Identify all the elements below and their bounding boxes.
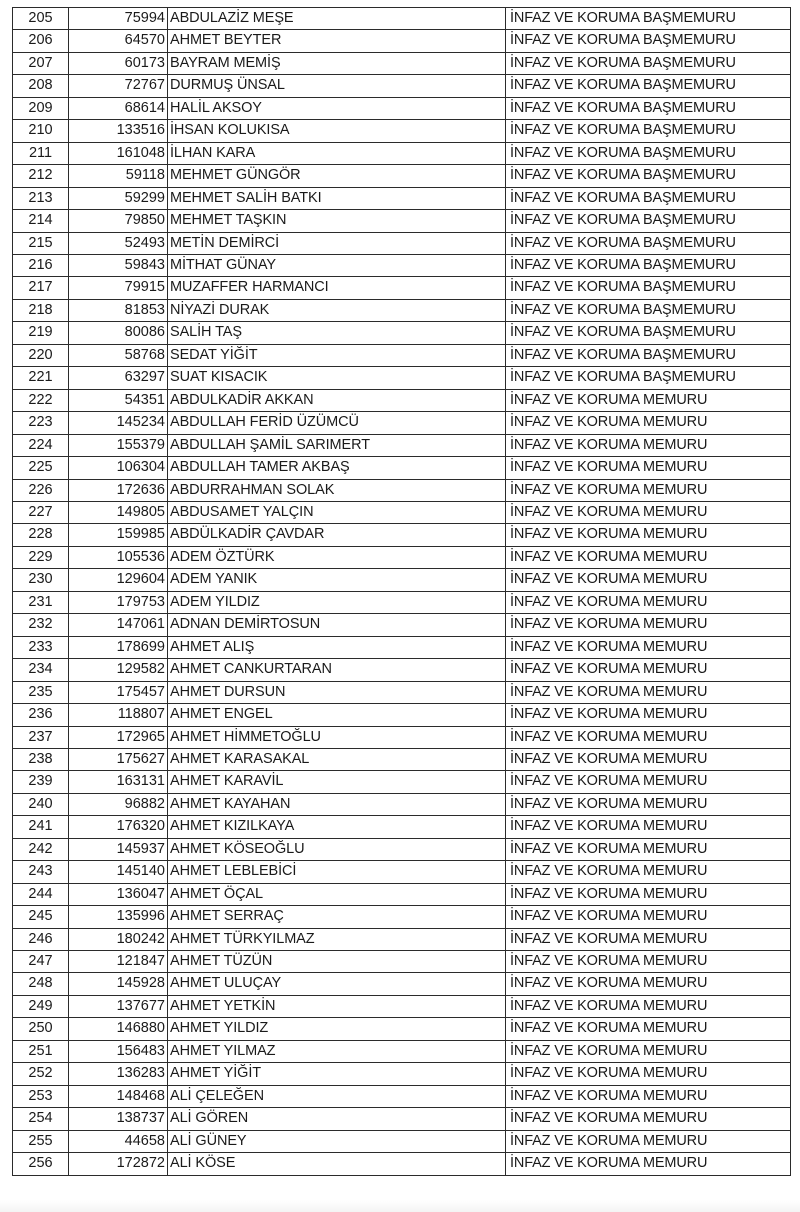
row-number-cell: 253 bbox=[13, 1085, 69, 1107]
table-row bbox=[13, 569, 791, 591]
registry-number-cell: 175627 bbox=[69, 748, 168, 770]
table-row bbox=[13, 367, 791, 389]
full-name-cell: MUZAFFER HARMANCI bbox=[168, 277, 506, 299]
row-number-cell: 228 bbox=[13, 524, 69, 546]
row-number-cell: 240 bbox=[13, 793, 69, 815]
row-number-cell: 220 bbox=[13, 344, 69, 366]
table-row bbox=[13, 591, 791, 613]
row-number-cell: 222 bbox=[13, 389, 69, 411]
job-title-cell: İNFAZ VE KORUMA BAŞMEMURU bbox=[506, 142, 791, 164]
full-name-cell: ADNAN DEMİRTOSUN bbox=[168, 614, 506, 636]
table-row bbox=[13, 1108, 791, 1130]
registry-number-cell: 136283 bbox=[69, 1063, 168, 1085]
table-row bbox=[13, 479, 791, 501]
registry-number-cell: 156483 bbox=[69, 1040, 168, 1062]
full-name-cell: ABDULAZİZ MEŞE bbox=[168, 8, 506, 30]
job-title-cell: İNFAZ VE KORUMA MEMURU bbox=[506, 1063, 791, 1085]
registry-number-cell: 72767 bbox=[69, 75, 168, 97]
full-name-cell: SEDAT YİĞİT bbox=[168, 344, 506, 366]
table-row bbox=[13, 771, 791, 793]
table-row bbox=[13, 97, 791, 119]
row-number-cell: 208 bbox=[13, 75, 69, 97]
job-title-cell: İNFAZ VE KORUMA MEMURU bbox=[506, 838, 791, 860]
row-number-cell: 218 bbox=[13, 299, 69, 321]
job-title-cell: İNFAZ VE KORUMA MEMURU bbox=[506, 614, 791, 636]
job-title-cell: İNFAZ VE KORUMA BAŞMEMURU bbox=[506, 120, 791, 142]
registry-number-cell: 80086 bbox=[69, 322, 168, 344]
registry-number-cell: 75994 bbox=[69, 8, 168, 30]
job-title-cell: İNFAZ VE KORUMA MEMURU bbox=[506, 659, 791, 681]
table-row bbox=[13, 793, 791, 815]
table-row bbox=[13, 816, 791, 838]
registry-number-cell: 148468 bbox=[69, 1085, 168, 1107]
row-number-cell: 219 bbox=[13, 322, 69, 344]
job-title-cell: İNFAZ VE KORUMA BAŞMEMURU bbox=[506, 52, 791, 74]
row-number-cell: 211 bbox=[13, 142, 69, 164]
row-number-cell: 217 bbox=[13, 277, 69, 299]
row-number-cell: 209 bbox=[13, 97, 69, 119]
job-title-cell: İNFAZ VE KORUMA MEMURU bbox=[506, 816, 791, 838]
job-title-cell: İNFAZ VE KORUMA MEMURU bbox=[506, 726, 791, 748]
full-name-cell: SALİH TAŞ bbox=[168, 322, 506, 344]
registry-number-cell: 133516 bbox=[69, 120, 168, 142]
full-name-cell: ABDULLAH TAMER AKBAŞ bbox=[168, 457, 506, 479]
registry-number-cell: 60173 bbox=[69, 52, 168, 74]
table-row bbox=[13, 861, 791, 883]
table-row bbox=[13, 906, 791, 928]
table-row bbox=[13, 457, 791, 479]
table-row bbox=[13, 8, 791, 30]
job-title-cell: İNFAZ VE KORUMA MEMURU bbox=[506, 771, 791, 793]
job-title-cell: İNFAZ VE KORUMA BAŞMEMURU bbox=[506, 232, 791, 254]
table-row bbox=[13, 1153, 791, 1175]
scan-margin bbox=[0, 1200, 800, 1212]
job-title-cell: İNFAZ VE KORUMA MEMURU bbox=[506, 434, 791, 456]
full-name-cell: AHMET KARAVİL bbox=[168, 771, 506, 793]
full-name-cell: ABDÜLKADİR ÇAVDAR bbox=[168, 524, 506, 546]
registry-number-cell: 58768 bbox=[69, 344, 168, 366]
full-name-cell: ABDUSAMET YALÇIN bbox=[168, 501, 506, 523]
row-number-cell: 241 bbox=[13, 816, 69, 838]
table-row bbox=[13, 951, 791, 973]
registry-number-cell: 105536 bbox=[69, 546, 168, 568]
job-title-cell: İNFAZ VE KORUMA MEMURU bbox=[506, 591, 791, 613]
row-number-cell: 207 bbox=[13, 52, 69, 74]
registry-number-cell: 96882 bbox=[69, 793, 168, 815]
row-number-cell: 210 bbox=[13, 120, 69, 142]
row-number-cell: 212 bbox=[13, 165, 69, 187]
full-name-cell: DURMUŞ ÜNSAL bbox=[168, 75, 506, 97]
row-number-cell: 231 bbox=[13, 591, 69, 613]
table-row bbox=[13, 165, 791, 187]
table-row bbox=[13, 389, 791, 411]
registry-number-cell: 149805 bbox=[69, 501, 168, 523]
registry-number-cell: 129582 bbox=[69, 659, 168, 681]
full-name-cell: İLHAN KARA bbox=[168, 142, 506, 164]
row-number-cell: 239 bbox=[13, 771, 69, 793]
registry-number-cell: 52493 bbox=[69, 232, 168, 254]
table-row bbox=[13, 232, 791, 254]
job-title-cell: İNFAZ VE KORUMA MEMURU bbox=[506, 906, 791, 928]
job-title-cell: İNFAZ VE KORUMA BAŞMEMURU bbox=[506, 8, 791, 30]
registry-number-cell: 138737 bbox=[69, 1108, 168, 1130]
job-title-cell: İNFAZ VE KORUMA MEMURU bbox=[506, 704, 791, 726]
registry-number-cell: 54351 bbox=[69, 389, 168, 411]
table-row bbox=[13, 748, 791, 770]
job-title-cell: İNFAZ VE KORUMA BAŞMEMURU bbox=[506, 254, 791, 276]
row-number-cell: 248 bbox=[13, 973, 69, 995]
row-number-cell: 215 bbox=[13, 232, 69, 254]
registry-number-cell: 64570 bbox=[69, 30, 168, 52]
table-row bbox=[13, 1040, 791, 1062]
table-row bbox=[13, 52, 791, 74]
job-title-cell: İNFAZ VE KORUMA MEMURU bbox=[506, 1040, 791, 1062]
full-name-cell: ADEM YILDIZ bbox=[168, 591, 506, 613]
table-row bbox=[13, 928, 791, 950]
job-title-cell: İNFAZ VE KORUMA MEMURU bbox=[506, 457, 791, 479]
job-title-cell: İNFAZ VE KORUMA BAŞMEMURU bbox=[506, 75, 791, 97]
registry-number-cell: 79850 bbox=[69, 210, 168, 232]
registry-number-cell: 175457 bbox=[69, 681, 168, 703]
table-row bbox=[13, 1018, 791, 1040]
row-number-cell: 232 bbox=[13, 614, 69, 636]
table-row bbox=[13, 1063, 791, 1085]
registry-number-cell: 145140 bbox=[69, 861, 168, 883]
full-name-cell: AHMET DURSUN bbox=[168, 681, 506, 703]
table-row bbox=[13, 30, 791, 52]
job-title-cell: İNFAZ VE KORUMA MEMURU bbox=[506, 389, 791, 411]
registry-number-cell: 180242 bbox=[69, 928, 168, 950]
row-number-cell: 221 bbox=[13, 367, 69, 389]
registry-number-cell: 118807 bbox=[69, 704, 168, 726]
job-title-cell: İNFAZ VE KORUMA MEMURU bbox=[506, 412, 791, 434]
full-name-cell: AHMET TÜZÜN bbox=[168, 951, 506, 973]
job-title-cell: İNFAZ VE KORUMA MEMURU bbox=[506, 1153, 791, 1175]
registry-number-cell: 147061 bbox=[69, 614, 168, 636]
full-name-cell: AHMET KIZILKAYA bbox=[168, 816, 506, 838]
full-name-cell: AHMET CANKURTARAN bbox=[168, 659, 506, 681]
job-title-cell: İNFAZ VE KORUMA MEMURU bbox=[506, 1108, 791, 1130]
registry-number-cell: 63297 bbox=[69, 367, 168, 389]
full-name-cell: AHMET YETKİN bbox=[168, 995, 506, 1017]
full-name-cell: BAYRAM MEMİŞ bbox=[168, 52, 506, 74]
full-name-cell: ALİ GÜNEY bbox=[168, 1130, 506, 1152]
table-row bbox=[13, 636, 791, 658]
registry-number-cell: 137677 bbox=[69, 995, 168, 1017]
job-title-cell: İNFAZ VE KORUMA MEMURU bbox=[506, 973, 791, 995]
full-name-cell: MEHMET SALİH BATKI bbox=[168, 187, 506, 209]
table-row bbox=[13, 1130, 791, 1152]
job-title-cell: İNFAZ VE KORUMA MEMURU bbox=[506, 748, 791, 770]
row-number-cell: 223 bbox=[13, 412, 69, 434]
job-title-cell: İNFAZ VE KORUMA BAŞMEMURU bbox=[506, 210, 791, 232]
registry-number-cell: 178699 bbox=[69, 636, 168, 658]
scanned-roster-page bbox=[12, 7, 791, 1176]
row-number-cell: 249 bbox=[13, 995, 69, 1017]
row-number-cell: 246 bbox=[13, 928, 69, 950]
full-name-cell: ABDULLAH FERİD ÜZÜMCÜ bbox=[168, 412, 506, 434]
full-name-cell: AHMET ENGEL bbox=[168, 704, 506, 726]
table-row bbox=[13, 254, 791, 276]
registry-number-cell: 176320 bbox=[69, 816, 168, 838]
full-name-cell: ALİ GÖREN bbox=[168, 1108, 506, 1130]
table-row bbox=[13, 187, 791, 209]
registry-number-cell: 59843 bbox=[69, 254, 168, 276]
registry-number-cell: 145928 bbox=[69, 973, 168, 995]
table-row bbox=[13, 322, 791, 344]
personnel-table bbox=[12, 7, 791, 1176]
registry-number-cell: 121847 bbox=[69, 951, 168, 973]
job-title-cell: İNFAZ VE KORUMA MEMURU bbox=[506, 1085, 791, 1107]
registry-number-cell: 163131 bbox=[69, 771, 168, 793]
registry-number-cell: 68614 bbox=[69, 97, 168, 119]
registry-number-cell: 146880 bbox=[69, 1018, 168, 1040]
row-number-cell: 255 bbox=[13, 1130, 69, 1152]
row-number-cell: 243 bbox=[13, 861, 69, 883]
row-number-cell: 205 bbox=[13, 8, 69, 30]
table-row bbox=[13, 883, 791, 905]
job-title-cell: İNFAZ VE KORUMA MEMURU bbox=[506, 479, 791, 501]
table-row bbox=[13, 277, 791, 299]
job-title-cell: İNFAZ VE KORUMA MEMURU bbox=[506, 501, 791, 523]
full-name-cell: AHMET KÖSEOĞLU bbox=[168, 838, 506, 860]
table-row bbox=[13, 299, 791, 321]
table-row bbox=[13, 120, 791, 142]
row-number-cell: 216 bbox=[13, 254, 69, 276]
table-row bbox=[13, 973, 791, 995]
registry-number-cell: 159985 bbox=[69, 524, 168, 546]
full-name-cell: ADEM YANIK bbox=[168, 569, 506, 591]
table-row bbox=[13, 434, 791, 456]
table-row bbox=[13, 210, 791, 232]
table-row bbox=[13, 838, 791, 860]
table-row bbox=[13, 142, 791, 164]
full-name-cell: AHMET TÜRKYILMAZ bbox=[168, 928, 506, 950]
row-number-cell: 256 bbox=[13, 1153, 69, 1175]
table-row bbox=[13, 995, 791, 1017]
job-title-cell: İNFAZ VE KORUMA MEMURU bbox=[506, 793, 791, 815]
full-name-cell: ABDULKADİR AKKAN bbox=[168, 389, 506, 411]
row-number-cell: 252 bbox=[13, 1063, 69, 1085]
registry-number-cell: 44658 bbox=[69, 1130, 168, 1152]
row-number-cell: 242 bbox=[13, 838, 69, 860]
full-name-cell: AHMET KARASAKAL bbox=[168, 748, 506, 770]
row-number-cell: 237 bbox=[13, 726, 69, 748]
full-name-cell: AHMET HİMMETOĞLU bbox=[168, 726, 506, 748]
full-name-cell: AHMET LEBLEBİCİ bbox=[168, 861, 506, 883]
full-name-cell: ADEM ÖZTÜRK bbox=[168, 546, 506, 568]
job-title-cell: İNFAZ VE KORUMA MEMURU bbox=[506, 524, 791, 546]
full-name-cell: MİTHAT GÜNAY bbox=[168, 254, 506, 276]
registry-number-cell: 179753 bbox=[69, 591, 168, 613]
full-name-cell: AHMET KAYAHAN bbox=[168, 793, 506, 815]
registry-number-cell: 172965 bbox=[69, 726, 168, 748]
row-number-cell: 236 bbox=[13, 704, 69, 726]
row-number-cell: 229 bbox=[13, 546, 69, 568]
table-row bbox=[13, 704, 791, 726]
full-name-cell: METİN DEMİRCİ bbox=[168, 232, 506, 254]
full-name-cell: MEHMET GÜNGÖR bbox=[168, 165, 506, 187]
row-number-cell: 247 bbox=[13, 951, 69, 973]
registry-number-cell: 129604 bbox=[69, 569, 168, 591]
full-name-cell: AHMET BEYTER bbox=[168, 30, 506, 52]
registry-number-cell: 161048 bbox=[69, 142, 168, 164]
table-row bbox=[13, 726, 791, 748]
registry-number-cell: 155379 bbox=[69, 434, 168, 456]
table-row bbox=[13, 1085, 791, 1107]
job-title-cell: İNFAZ VE KORUMA MEMURU bbox=[506, 1018, 791, 1040]
full-name-cell: SUAT KISACIK bbox=[168, 367, 506, 389]
job-title-cell: İNFAZ VE KORUMA BAŞMEMURU bbox=[506, 299, 791, 321]
job-title-cell: İNFAZ VE KORUMA MEMURU bbox=[506, 681, 791, 703]
registry-number-cell: 79915 bbox=[69, 277, 168, 299]
registry-number-cell: 172872 bbox=[69, 1153, 168, 1175]
full-name-cell: İHSAN KOLUKISA bbox=[168, 120, 506, 142]
job-title-cell: İNFAZ VE KORUMA BAŞMEMURU bbox=[506, 277, 791, 299]
row-number-cell: 233 bbox=[13, 636, 69, 658]
full-name-cell: MEHMET TAŞKIN bbox=[168, 210, 506, 232]
full-name-cell: ABDURRAHMAN SOLAK bbox=[168, 479, 506, 501]
row-number-cell: 245 bbox=[13, 906, 69, 928]
table-row bbox=[13, 614, 791, 636]
registry-number-cell: 145234 bbox=[69, 412, 168, 434]
registry-number-cell: 59118 bbox=[69, 165, 168, 187]
table-row bbox=[13, 546, 791, 568]
row-number-cell: 225 bbox=[13, 457, 69, 479]
job-title-cell: İNFAZ VE KORUMA MEMURU bbox=[506, 546, 791, 568]
job-title-cell: İNFAZ VE KORUMA BAŞMEMURU bbox=[506, 187, 791, 209]
full-name-cell: AHMET ALIŞ bbox=[168, 636, 506, 658]
row-number-cell: 230 bbox=[13, 569, 69, 591]
table-row bbox=[13, 501, 791, 523]
job-title-cell: İNFAZ VE KORUMA BAŞMEMURU bbox=[506, 97, 791, 119]
full-name-cell: NİYAZİ DURAK bbox=[168, 299, 506, 321]
registry-number-cell: 81853 bbox=[69, 299, 168, 321]
registry-number-cell: 59299 bbox=[69, 187, 168, 209]
row-number-cell: 224 bbox=[13, 434, 69, 456]
full-name-cell: AHMET ULUÇAY bbox=[168, 973, 506, 995]
table-row bbox=[13, 681, 791, 703]
job-title-cell: İNFAZ VE KORUMA MEMURU bbox=[506, 883, 791, 905]
full-name-cell: AHMET YİĞİT bbox=[168, 1063, 506, 1085]
full-name-cell: AHMET YILDIZ bbox=[168, 1018, 506, 1040]
job-title-cell: İNFAZ VE KORUMA BAŞMEMURU bbox=[506, 165, 791, 187]
table-row bbox=[13, 75, 791, 97]
job-title-cell: İNFAZ VE KORUMA BAŞMEMURU bbox=[506, 344, 791, 366]
table-row bbox=[13, 344, 791, 366]
job-title-cell: İNFAZ VE KORUMA BAŞMEMURU bbox=[506, 367, 791, 389]
registry-number-cell: 135996 bbox=[69, 906, 168, 928]
job-title-cell: İNFAZ VE KORUMA MEMURU bbox=[506, 995, 791, 1017]
table-row bbox=[13, 524, 791, 546]
registry-number-cell: 136047 bbox=[69, 883, 168, 905]
table-row bbox=[13, 659, 791, 681]
table-row bbox=[13, 412, 791, 434]
job-title-cell: İNFAZ VE KORUMA MEMURU bbox=[506, 569, 791, 591]
job-title-cell: İNFAZ VE KORUMA MEMURU bbox=[506, 928, 791, 950]
row-number-cell: 254 bbox=[13, 1108, 69, 1130]
full-name-cell: AHMET ÖÇAL bbox=[168, 883, 506, 905]
row-number-cell: 214 bbox=[13, 210, 69, 232]
row-number-cell: 251 bbox=[13, 1040, 69, 1062]
row-number-cell: 250 bbox=[13, 1018, 69, 1040]
row-number-cell: 244 bbox=[13, 883, 69, 905]
row-number-cell: 227 bbox=[13, 501, 69, 523]
full-name-cell: AHMET YILMAZ bbox=[168, 1040, 506, 1062]
row-number-cell: 213 bbox=[13, 187, 69, 209]
row-number-cell: 226 bbox=[13, 479, 69, 501]
full-name-cell: AHMET SERRAÇ bbox=[168, 906, 506, 928]
job-title-cell: İNFAZ VE KORUMA BAŞMEMURU bbox=[506, 30, 791, 52]
row-number-cell: 206 bbox=[13, 30, 69, 52]
registry-number-cell: 172636 bbox=[69, 479, 168, 501]
row-number-cell: 235 bbox=[13, 681, 69, 703]
full-name-cell: ALİ ÇELEĞEN bbox=[168, 1085, 506, 1107]
row-number-cell: 238 bbox=[13, 748, 69, 770]
full-name-cell: HALİL AKSOY bbox=[168, 97, 506, 119]
job-title-cell: İNFAZ VE KORUMA MEMURU bbox=[506, 861, 791, 883]
full-name-cell: ABDULLAH ŞAMİL SARIMERT bbox=[168, 434, 506, 456]
full-name-cell: ALİ KÖSE bbox=[168, 1153, 506, 1175]
job-title-cell: İNFAZ VE KORUMA BAŞMEMURU bbox=[506, 322, 791, 344]
registry-number-cell: 106304 bbox=[69, 457, 168, 479]
personnel-table-body bbox=[13, 8, 791, 1176]
row-number-cell: 234 bbox=[13, 659, 69, 681]
job-title-cell: İNFAZ VE KORUMA MEMURU bbox=[506, 1130, 791, 1152]
registry-number-cell: 145937 bbox=[69, 838, 168, 860]
job-title-cell: İNFAZ VE KORUMA MEMURU bbox=[506, 636, 791, 658]
job-title-cell: İNFAZ VE KORUMA MEMURU bbox=[506, 951, 791, 973]
